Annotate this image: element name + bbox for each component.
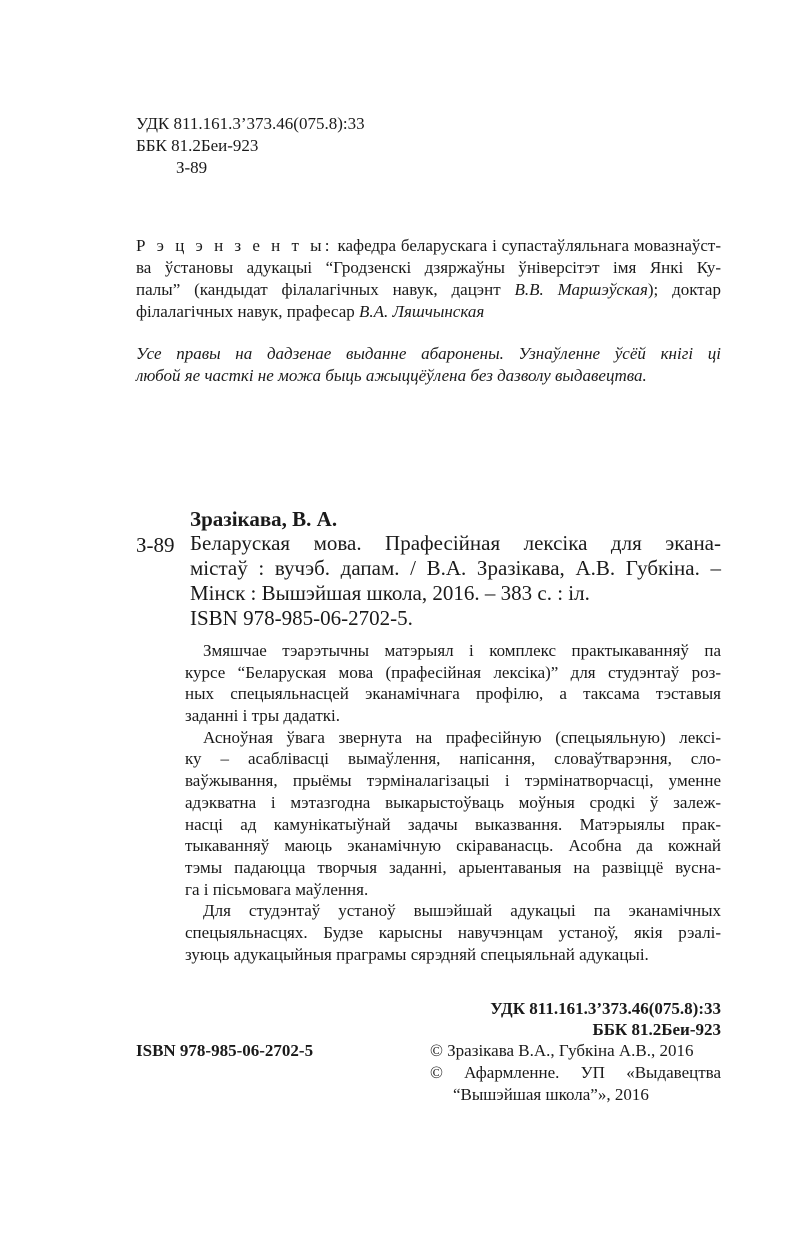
reviewer-name: В.В. Маршэўская [514, 280, 648, 299]
annotation-line: насці ад камунікатыўнай задачы выказвання. Матэрыялы прак- [185, 814, 721, 834]
annotation [185, 640, 721, 965]
reviewers-text: палы” (кандыдат філалагічных навук, дацэнт [136, 280, 515, 299]
udk-code: УДК 811.161.3’373.46(075.8):33 [490, 999, 721, 1018]
annotation-line: га і пісьмовага маўлення. [185, 879, 369, 899]
catalog-description [190, 531, 721, 631]
reviewer-name: В.А. Ляшчынская [358, 302, 485, 321]
copyright-line: © Зразікава В.А., Губкіна А.В., 2016 [430, 1041, 694, 1060]
annotation-line: адэкватна і мэтазгодна выкарыстоўваць моўныя сродкі ў залеж- [185, 792, 721, 812]
annotation-line: Змяшчае тэарэтычны матэрыял і комплекс практыкаванняў па [203, 641, 721, 660]
catalog-author: Зразікава, В. А. [190, 507, 338, 531]
annotation-line: спецыяльнасцях. Будзе карысны навучэнцам устаноў, якія рэалі- [185, 922, 721, 942]
rights-line: Усе правы на дадзенае выданне абаронены. Узнаўленне ўсёй кнігі ці [136, 344, 721, 363]
copyright-block [430, 1040, 721, 1106]
annotation-line: Асноўная ўвага звернута на прафесійную (спецыяльную) лексі- [203, 727, 721, 747]
udk-code: УДК 811.161.3’373.46(075.8):33 [136, 114, 365, 133]
annotation-line: Для студэнтаў устаноў вышэйшай адукацыі па эканамічных [203, 901, 721, 921]
bbk-code: ББК 81.2Беи-923 [592, 1020, 721, 1039]
reviewers-label: Р э ц э н з е н т ы: [136, 236, 333, 255]
catalog-mark: З-89 [136, 533, 175, 557]
reviewers-text: ); доктар [647, 280, 721, 299]
annotation-line: заданні і тры дадаткі. [185, 706, 341, 726]
bbk-code: ББК 81.2Беи-923 [136, 136, 259, 155]
copyright-line: © Афармленне. УП «Выдавецтва [430, 1063, 721, 1082]
annotation-line: ных спецыяльнасцей эканамічнага профілю, а таксама тэставыя [185, 684, 721, 704]
catalog-line: Мінск : Вышэйшая школа, 2016. – 383 с. : іл. [190, 581, 590, 605]
copyright-line: “Вышэйшая школа”», 2016 [453, 1085, 649, 1104]
author-mark: З-89 [176, 158, 208, 177]
annotation-line: ваўжывання, прыёмы тэрміналагізацыі і тэрмінатворчасці, уменне [185, 771, 721, 791]
annotation-line: ку – асаблівасці вымаўлення, напісання, словаўтварэння, сло- [185, 749, 721, 769]
catalog-line: Беларуская мова. Прафесійная лексіка для эканa- [190, 531, 721, 555]
reviewers-text: філалагічных навук, прафесар [136, 302, 359, 321]
catalog-isbn: ISBN 978-985-06-2702-5. [190, 606, 413, 630]
reviewers-text: кафедра беларускага і супастаўляльнага мовазнаўст- [337, 236, 722, 255]
reviewers-text: ва ўстановы адукацыі “Гродзенскі дзяржаўны ўніверсітэт імя Янкі Ку- [136, 258, 721, 277]
rights-notice [136, 343, 721, 387]
annotation-line: тыкаванняў маюць эканамічную скіраванасць. Асобна да кожнай [185, 836, 721, 856]
bottom-classification-codes [490, 998, 721, 1040]
annotation-line: зуюць адукацыйныя праграмы сярэдняй спецыяльнай адукацыі. [185, 944, 649, 964]
catalog-line: містаў : вучэб. дапам. / В.А. Зразікава, А.В. Губкіна. – [190, 556, 721, 580]
annotation-line: тэмы падаюцца творчыя заданні, арыентаваныя на развіццё вусна- [185, 857, 721, 877]
isbn: ISBN 978-985-06-2702-5 [136, 1041, 314, 1060]
reviewers-block [136, 235, 721, 323]
rights-line: любой яе часткі не можа быць ажыццёўлена без дазволу выдавецтва. [136, 366, 647, 385]
annotation-line: курсе “Беларуская мова (прафесійная лексіка)” для студэнтаў роз- [185, 662, 721, 682]
